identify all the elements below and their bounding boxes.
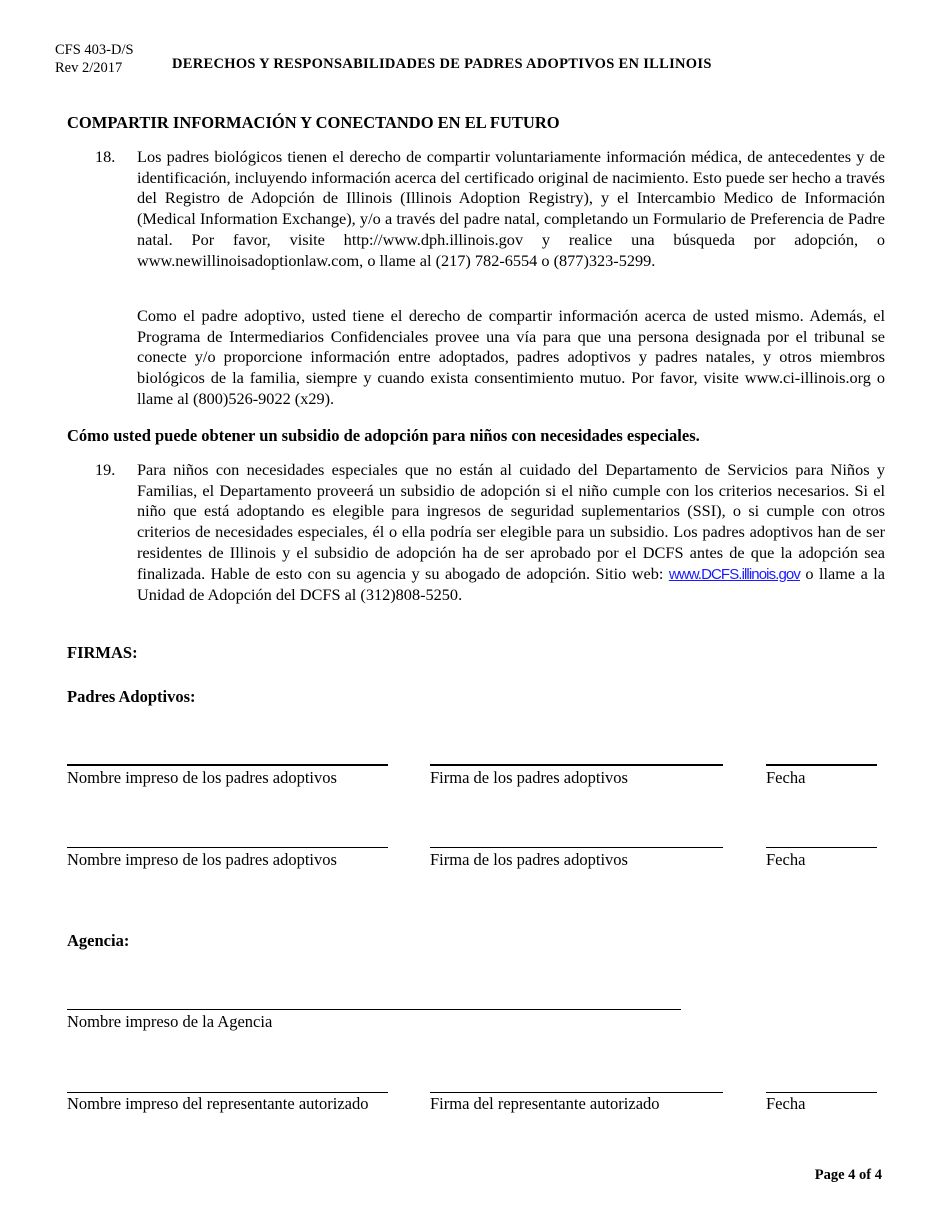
representative-name-label: Nombre impreso del representante autorizado [67, 1094, 369, 1113]
page-number: Page 4 of 4 [814, 1167, 882, 1183]
item-18 [95, 147, 885, 271]
representative-signature-line[interactable] [430, 1092, 723, 1093]
form-number: CFS 403-D/S [55, 42, 134, 58]
printed-name-label-1: Nombre impreso de los padres adoptivos [67, 768, 337, 787]
agency-name-label: Nombre impreso de la Agencia [67, 1012, 273, 1031]
signature-label-2: Firma de los padres adoptivos [430, 850, 628, 869]
date-label-2: Fecha [766, 850, 806, 869]
representative-signature-label: Firma del representante autorizado [430, 1094, 660, 1113]
item-number: 18. [95, 147, 116, 166]
signature-label-1: Firma de los padres adoptivos [430, 768, 628, 787]
printed-name-label-2: Nombre impreso de los padres adoptivos [67, 850, 337, 869]
date-line-3[interactable] [766, 1092, 877, 1093]
date-label-3: Fecha [766, 1094, 806, 1113]
printed-name-line-1[interactable] [67, 764, 388, 766]
date-line-1[interactable] [766, 764, 877, 766]
agency-name-line[interactable] [67, 1009, 681, 1010]
signature-line-2[interactable] [430, 847, 723, 848]
document-title: DERECHOS Y RESPONSABILIDADES DE PADRES ADOPTIVOS EN ILLINOIS [172, 56, 712, 72]
item-19-text-before-link: Para niños con necesidades especiales que no están al cuidado del Departamento de Servicios para Niños y Familias, el Departamento proveerá un subsidio de adopción si el niño cumple con los criterios necesarios. Si el niño que está adoptando es elegible para ingresos de seguridad suplementarios (SSI), o si cumple con otros criterios de necesidades especiales, él o ella podría ser elegible para un subsidio. Los padres adoptivos han de ser residentes de Illinois y el subsidio de adopción ha de ser aprobado por el DCFS antes de que la adopción sea finalizada. Hable de esto con su agencia y su abogado de adopción. Sitio web: [137, 460, 885, 583]
date-line-2[interactable] [766, 847, 877, 848]
representative-name-line[interactable] [67, 1092, 388, 1093]
section-heading-subsidy: Cómo usted puede obtener un subsidio de adopción para niños con necesidades especiales. [67, 426, 700, 445]
date-label-1: Fecha [766, 768, 806, 787]
dcfs-website-link[interactable]: www.DCFS.illinois.gov [668, 565, 800, 583]
item-18-text: Los padres biológicos tienen el derecho de compartir voluntariamente información médica, de antecedentes y de identificación, incluyendo información acerca del certificado original de nacimiento. Esto puede ser hecho a través del Registro de Adopción de Illinois (Illinois Adoption Registry), y el Intercambio Medico de Información (Medical Information Exchange), y/o a través del padre natal, completando un Formulario de Preferencia de Padre natal. Por favor, visite http://www.dph.illinois.gov y realice una búsqueda por adopción, o www.newillinoisadoptionlaw.com, o llame al (217) 782-6554 o (877)323-5299. [137, 147, 885, 270]
item-19-text-after-link: o llame a la Unidad de Adopción del DCFS al (312)808-5250. [137, 563, 885, 605]
agency-heading: Agencia: [67, 931, 130, 950]
printed-name-line-2[interactable] [67, 847, 388, 848]
item-number: 19. [95, 460, 116, 479]
signature-line-1[interactable] [430, 764, 723, 766]
item-19 [95, 460, 885, 606]
form-identifier [55, 41, 134, 77]
item-18-second-paragraph: Como el padre adoptivo, usted tiene el derecho de compartir información acerca de usted mismo. Además, el Programa de Intermediarios Confidenciales provee una vía para que una persona designada por el tribunal se conecte y/o proporcione información entre adoptados, padres adoptivos y padres natales, y otros miembros biológicos de la familia, siempre y cuando exista consentimiento mutuo. Por favor, visite www.ci-illinois.org o llame al (800)526-9022 (x29). [137, 306, 885, 408]
signatures-heading: FIRMAS: [67, 643, 138, 662]
adoptive-parents-heading: Padres Adoptivos: [67, 687, 196, 706]
form-revision: Rev 2/2017 [55, 60, 123, 76]
item-19-text [137, 460, 885, 606]
section-heading-sharing: COMPARTIR INFORMACIÓN Y CONECTANDO EN EL FUTURO [67, 113, 560, 132]
